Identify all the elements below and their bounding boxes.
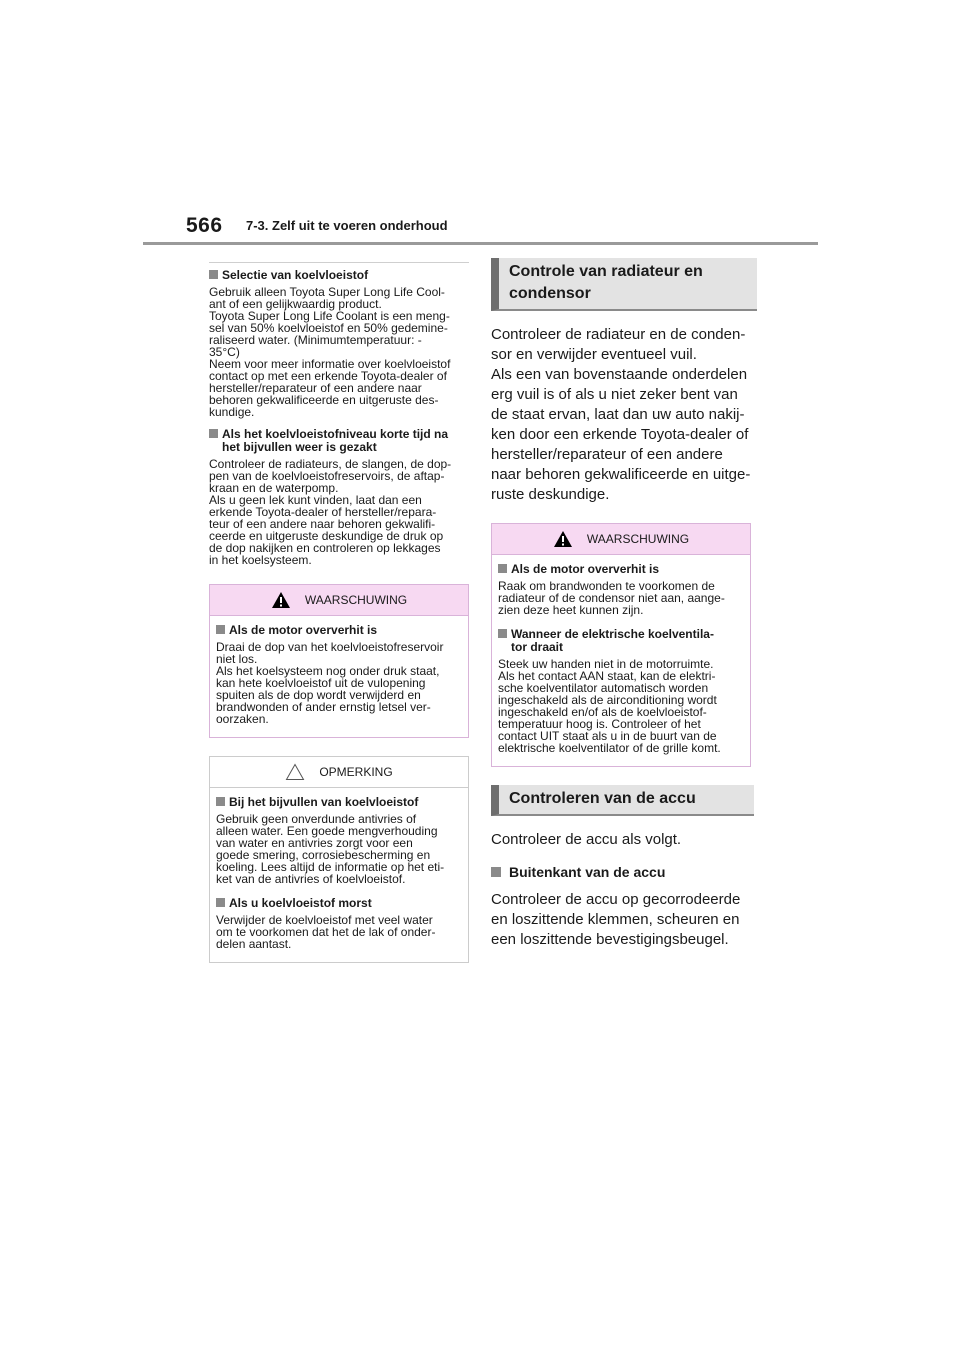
subheading-battery-exterior: Buitenkant van de accu	[491, 864, 754, 880]
heading-battery: Controleren van de accu	[491, 785, 754, 816]
warning-subheading-fan: Wanneer de elektrische koelventila- tor draait	[498, 628, 744, 654]
coolant-level-text: Controleer de radiateurs, de slangen, de dop- pen van de koelvloeistofreservoirs, de aftap- kraan en de waterpomp. Als u geen lek kunt vinden, laat dan een erkende Toyota-dealer of hersteller/repara- teur of een andere naar behoren gekwalifi- ceerde en uitgeruste deskundige de druk op de dop nakijken en controleren op lekkages in het koelsysteem.	[209, 457, 452, 567]
square-bullet-icon	[209, 429, 218, 438]
page-number: 566	[186, 214, 223, 237]
warning-text-overheat: Raak om brandwonden te voorkomen de radiateur of de condensor niet aan, aange- zien deze heet kunnen zijn.	[498, 579, 725, 617]
warning-subheading: Als de motor oververhit is	[216, 624, 462, 637]
warning-label: WAARSCHUWING	[586, 532, 690, 546]
battery-intro: Controleer de accu als volgt.	[491, 831, 682, 848]
square-bullet-icon	[209, 270, 218, 279]
section-title: 7-3. Zelf uit te voeren onderhoud	[246, 218, 448, 233]
warning-text: Draai de dop van het koelvloeistofreservoir niet los. Als het koelsysteem nog onder druk staat, kan hete koelvloeistof uit de vulopening spuiten als de dop wordt verwijderd en brandwonden of ander ernstig letsel ver- oorzaken.	[216, 640, 444, 726]
page-header	[0, 0, 960, 250]
heading-radiator: Controle van radiateur en condensor	[491, 258, 757, 311]
note-label: OPMERKING	[319, 765, 393, 779]
note-text-refill: Gebruik geen onverdunde antivries of alleen water. Een goede mengverhouding van water en antivries zorgt voor een goede smering, corrosiebescherming en koeling. Lees altijd de informatie op het eti- ket van de antivries of koelvloeistof.	[216, 812, 445, 886]
note-text-spill: Verwijder de koelvloeistof met veel water om te voorkomen dat het de lak of onder- delen aantast.	[216, 913, 436, 951]
battery-paragraph: Controleer de accu op gecorrodeerde en loszittende klemmen, scheuren en een loszittende bevestigingsbeugel.	[491, 891, 741, 948]
warning-label: WAARSCHUWING	[304, 593, 408, 607]
note-box	[209, 756, 469, 963]
note-header	[210, 757, 468, 788]
left-column	[209, 262, 469, 981]
square-bullet-icon	[491, 867, 501, 877]
warning-header	[492, 524, 750, 555]
caution-outline-icon	[285, 763, 305, 781]
note-subheading-refill: Bij het bijvullen van koelvloeistof	[216, 796, 462, 809]
square-bullet-icon	[498, 564, 507, 573]
right-column	[491, 258, 754, 964]
coolant-selection-text: Gebruik alleen Toyota Super Long Life Cool- ant of een gelijkwaardig product. Toyota Super Long Life Coolant is een meng- sel van 50% koelvloeistof en 50% gedemine- raliseerd water. (Minimumtemperatuur: - 35°C) Neem voor meer informatie over koelvloeistof contact op met een erkende Toyota-dealer of hersteller/reparateur of een andere naar behoren gekwalificeerde en uitgeruste des- kundige.	[209, 285, 451, 419]
warning-header	[210, 585, 468, 616]
top-divider	[209, 262, 469, 263]
warning-triangle-icon	[271, 591, 291, 609]
header-rule	[143, 242, 818, 245]
square-bullet-icon	[216, 797, 225, 806]
warning-box-radiator	[491, 523, 751, 767]
warning-triangle-icon	[553, 530, 573, 548]
note-subheading-spill: Als u koelvloeistof morst	[216, 897, 462, 910]
radiator-paragraph: Controleer de radiateur en de conden- sor en verwijder eventueel vuil. Als een van bovenstaande onderdelen erg vuil is of als u niet zeker bent van de staat ervan, laat dan uw auto nakij- ken door een erkende Toyota-dealer of hersteller/reparateur of een andere naar behoren gekwalificeerde en uitge- ruste deskundige.	[491, 326, 751, 503]
square-bullet-icon	[498, 629, 507, 638]
square-bullet-icon	[216, 625, 225, 634]
square-bullet-icon	[216, 898, 225, 907]
warning-subheading-overheat: Als de motor oververhit is	[498, 563, 744, 576]
subheading-coolant-selection: Selectie van koelvloeistof	[209, 269, 469, 282]
warning-text-fan: Steek uw handen niet in de motorruimte. Als het contact AAN staat, kan de elektri- sche koelventilator automatisch worden ingeschakeld als de airconditioning wordt ingeschakeld en/of als de koelvloeistof- temperatuur hoog is. Controleer of het contact UIT staat als u in de buurt van de elektrische koelventilator of de grille komt.	[498, 657, 721, 755]
warning-box	[209, 584, 469, 738]
subheading-coolant-level: Als het koelvloeistofniveau korte tijd na het bijvullen weer is gezakt	[209, 428, 469, 454]
